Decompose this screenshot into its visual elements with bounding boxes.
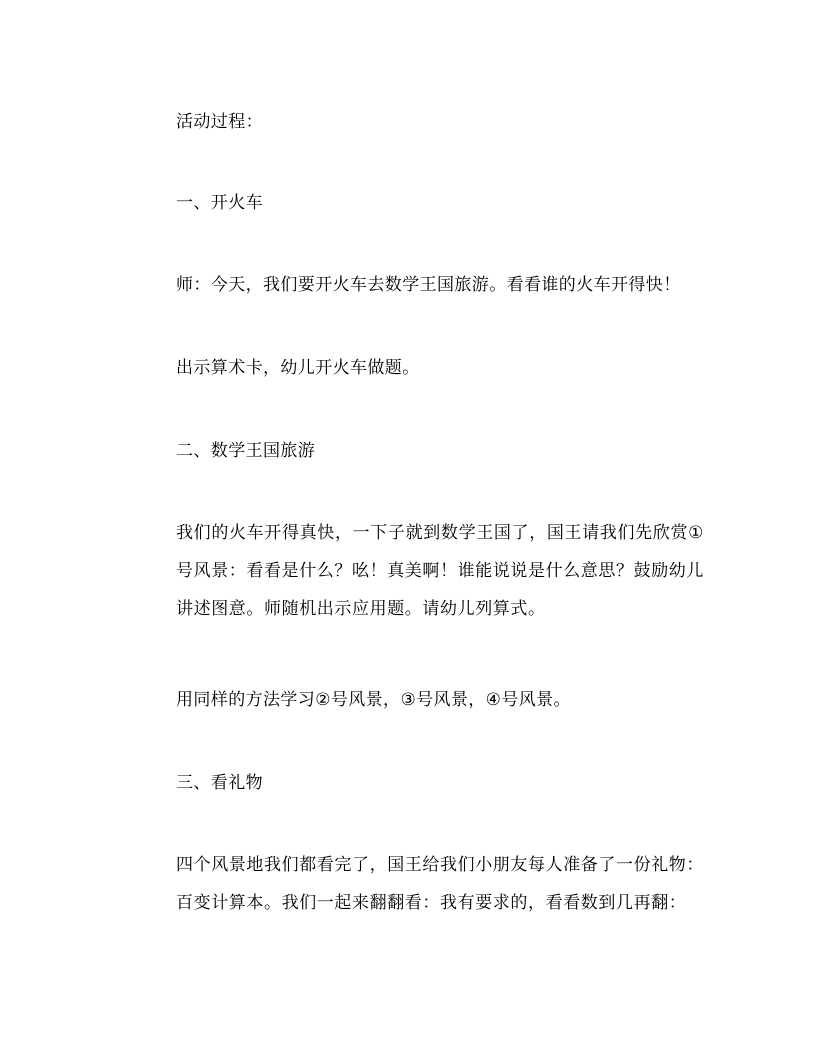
- section-2-title: 二、数学王国旅游: [176, 441, 316, 461]
- section-3-title: 三、看礼物: [176, 773, 263, 793]
- section-1-paragraph-1: 师：今天，我们要开火车去数学王国旅游。看看谁的火车开得快！: [176, 275, 681, 295]
- section-1-title: 一、开火车: [176, 193, 263, 213]
- section-2-paragraph-2: 用同样的方法学习②号风景，③号风景，④号风景。: [176, 690, 571, 710]
- section-2-paragraph-1: 我们的火车开得真快，一下子就到数学王国了，国王请我们先欣赏①号风景：看看是什么？吆！真美啊！谁能说说是什么意思？鼓励幼儿讲述图意。师随机出示应用题。请幼儿列算式。: [176, 523, 704, 619]
- section-1-paragraph-2: 出示算术卡，幼儿开火车做题。: [176, 358, 420, 378]
- activity-process-heading: 活动过程：: [176, 112, 263, 132]
- section-3-paragraph-1: 四个风景地我们都看完了，国王给我们小朋友每人准备了一份礼物：百变计算本。我们一起来翻翻看：我有要求的，看看数到几再翻：: [176, 855, 704, 913]
